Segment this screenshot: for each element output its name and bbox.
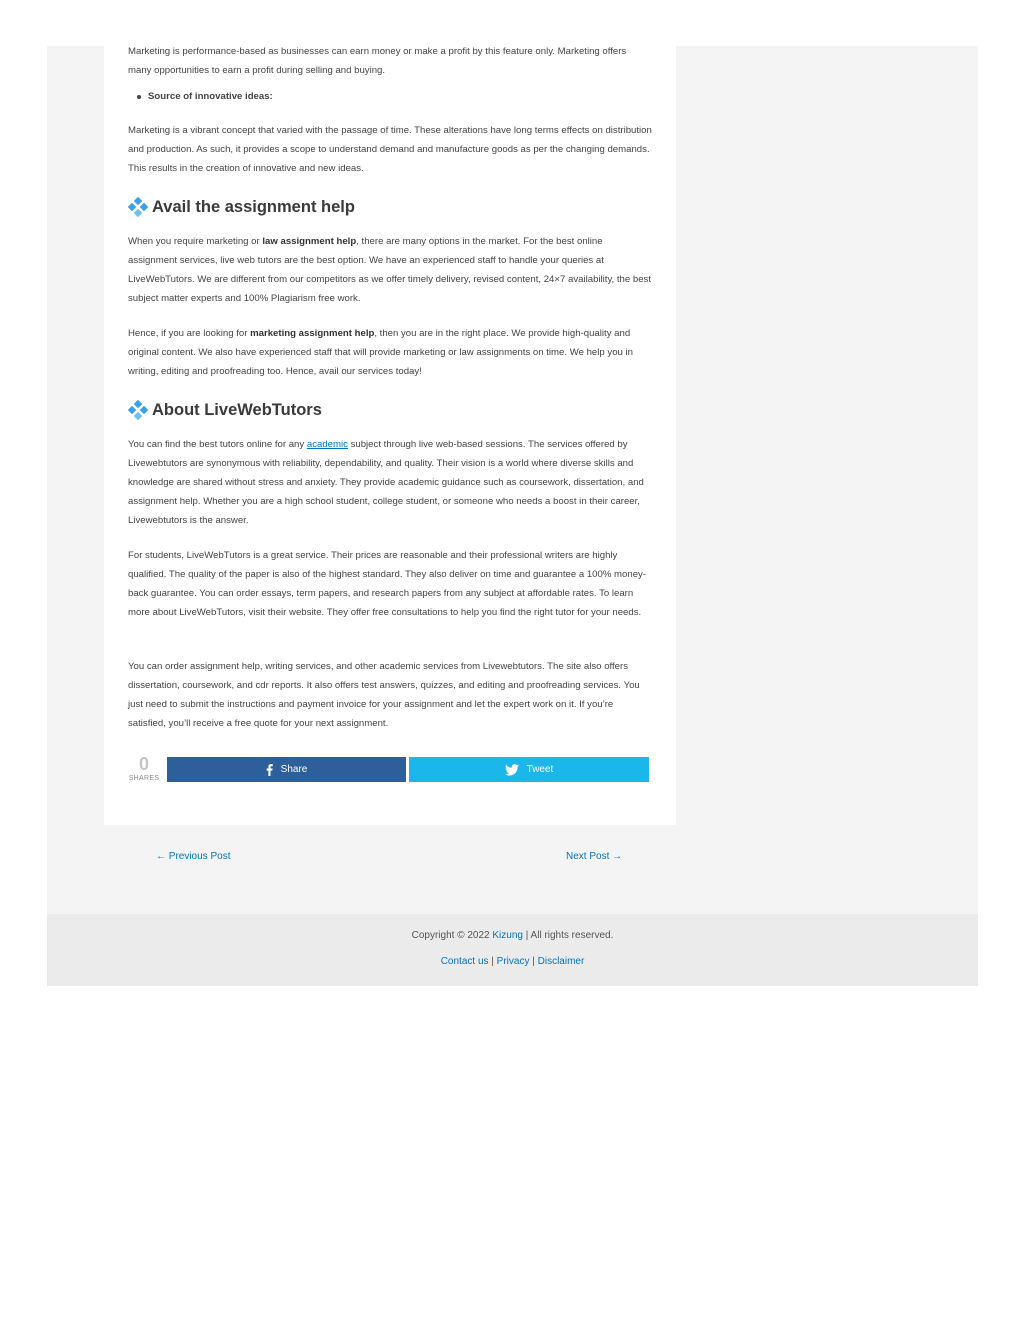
facebook-share-button[interactable] [167, 757, 406, 782]
share-count-label: SHARES [128, 775, 160, 782]
text-run: , there are many options in the market. For the best online assignment services, live web tutors are the best option. We have an experienced staff to handle your queries at LiveWebTutors. We are different from our competitors as we offer timely delivery, revised content, 24×7 availability, the best subject matter experts and 100% Plagiarism free work. [128, 236, 652, 304]
paragraph-marketing-profit: Marketing is performance-based as businesses can earn money or make a profit by this feature only. Marketing offers many opportunities to earn a profit during selling and buying. [128, 46, 627, 76]
paragraph-best-tutors [128, 435, 652, 530]
diamond-cluster-icon [128, 400, 148, 420]
next-post-link[interactable]: Next Post → [566, 851, 623, 862]
paragraph-vibrant-concept: Marketing is a vibrant concept that varied with the passage of time. These alterations have long terms effects on distribution and production. As such, it provides a scope to understand demand and manufacture goods as per the changing demands. This results in the creation of innovative and new ideas. [128, 125, 652, 174]
heading-text: About LiveWebTutors [152, 401, 322, 419]
text-run: , then you are in the right place. We provide high-quality and original content. We also have experienced staff that will provide marketing or law assignments on time. We help you in writing, editing and proofreading too. Hence, avail our services today! [128, 328, 634, 377]
copyright-suffix: | All rights reserved. [522, 930, 614, 941]
paragraph-for-students: For students, LiveWebTutors is a great service. Their prices are reasonable and their professional writers are highly qualified. The quality of the paper is also of the highest standard. They also deliver on time and guarantee a 100% money-back guarantee. You can order essays, term papers, and research papers from any subject at affordable rates. To learn more about LiveWebTutors, visit their website. They offer free consultations to help you find the right tutor for your needs. [128, 550, 647, 618]
text-run: When you require marketing or [128, 236, 263, 247]
share-counter [128, 754, 160, 783]
copyright-text: Copyright © 2022 [411, 930, 493, 941]
previous-post-link[interactable]: ← Previous Post [156, 851, 231, 862]
text-run: subject through live web-based sessions. The services offered by Livewebtutors are synonymous with reliability, dependability, and quality. Their vision is a world where diverse skills and knowledge are shared without stress and anxiety. They provide academic guidance such as coursework, dissertation, and assignment help. Whether you are a high school student, college student, or someone who needs a boost in their career, Livewebtutors is the answer. [128, 439, 644, 526]
copyright-line [47, 930, 978, 941]
paragraph-law-assignment [128, 232, 652, 308]
bold-text: marketing assignment help [250, 328, 375, 339]
facebook-icon [266, 764, 273, 776]
twitter-tweet-button[interactable] [409, 757, 649, 782]
text-run: You can find the best tutors online for any [128, 439, 307, 450]
heading-about-livewebtutors [128, 399, 322, 421]
twitter-tweet-label: Tweet [526, 764, 554, 775]
disclaimer-link[interactable]: Disclaimer [537, 956, 585, 967]
site-name-link[interactable]: Kizung [492, 930, 523, 941]
separator: | [488, 956, 497, 967]
paragraph-order-assignment: You can order assignment help, writing services, and other academic services from Livewebtutors. The site also offers dissertation, coursework, and cdr reports. It also offers test answers, quizzes, and editing and proofreading services. You just need to submit the instructions and payment invoice for your assignment and let the expert work on it. If you’re satisfied, you’ll receive a free quote for your next assignment. [128, 661, 640, 729]
diamond-cluster-icon [128, 197, 148, 217]
site-footer [47, 914, 978, 986]
share-count-number: 0 [138, 754, 149, 774]
academic-link[interactable]: academic [306, 439, 348, 450]
text-run: Hence, if you are looking for [128, 328, 251, 339]
paragraph-marketing-assignment [128, 324, 652, 381]
separator: | [529, 956, 538, 967]
heading-avail-assignment-help [128, 196, 355, 218]
twitter-icon [505, 764, 519, 776]
footer-links [47, 956, 978, 967]
facebook-share-label: Share [280, 764, 308, 775]
contact-us-link[interactable]: Contact us [440, 956, 489, 967]
heading-text: Avail the assignment help [152, 198, 355, 216]
privacy-link[interactable]: Privacy [496, 956, 530, 967]
bold-text: law assignment help [262, 236, 357, 247]
bullet-innovative-ideas: Source of innovative ideas: [148, 87, 273, 106]
